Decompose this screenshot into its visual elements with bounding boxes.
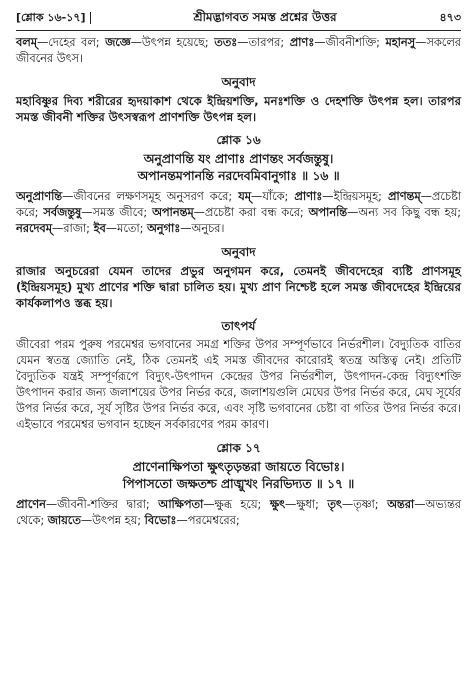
term: প্রাণন্তম্ [388,190,421,203]
meaning: —অনুচর। [180,222,225,235]
purport-heading: তাৎপর্য [221,319,256,333]
verse-line: পিপাসতো জক্ষতশ্চ প্রাঙ্মুখং নিরভিদ্যত ॥ ১৭ ॥ [122,477,355,491]
word-meanings-17 [16,497,461,529]
term: জায়তে [47,514,81,527]
meaning: —জীবনী-শক্তির দ্বারা; [45,498,150,511]
header-title: শ্রীমদ্ভাগবত সমস্ত প্রশ্নের উত্তর [193,10,337,24]
verse-line: প্রাণেনাক্ষিপতা ক্ষুৎতৃড়ন্তরা জায়তে বিভোঃ। [132,460,345,474]
term: মহানসু [385,36,416,49]
term: প্রাণেন [16,498,46,511]
page-number: ৪৭৩ [439,11,461,24]
term: অপানন্তম্ [152,206,194,219]
meaning: —ইন্দ্রিয়সমূহ; [322,190,382,203]
meaning: —পরমেশ্বরের; [176,514,240,527]
meaning: —সমস্ত জীবে; [81,206,148,219]
word-meanings-16 [16,189,461,237]
meaning: —অন্য সব কিছু বন্ধ হয়; [347,206,462,219]
purport-text: জীবেরা পরম পুরুষ পরমেশ্বর ভগবানের সমগ্র শক্তির উপর সম্পূর্ণভাবে নির্ভরশীল। বৈদ্যুতিক বাতির যেমন স্বতন্ত্র জ্যোতি নেই, ঠিক তেমনই এই সমস্ত জীবদের কারোরই স্বতন্ত্র অস্তিত্ব নেই। প্রতিটি বৈদ্যুতিক যন্ত্রই সম্পূর্ণরূপে বিদ্যুৎ-উৎপাদন কেন্দ্রের উপর নির্ভরশীল, উৎপাদন-কেন্দ্র বিদ্যুৎশক্তি উৎপাদন করার জন্য জলাশয়ের উপর নির্ভর করে, জলাশয়গুলি মেঘের উপর নির্ভর করে, মেঘ সূর্যের উপর নির্ভর করে, সূর্য সৃষ্টির উপর নির্ভর করে, এবং সৃষ্টি ভগবানের চেষ্টা বা গতির উপর নির্ভর করে। এইভাবে পরমেশ্বর ভগবান হচ্ছেন সর্বকারণের পরম কারণ। [16,338,461,431]
translation-heading: অনুবাদ [221,245,256,259]
term: ক্ষুৎ [269,498,286,511]
term: অনুপ্রাণন্তি [16,190,63,203]
translation-text: মহাবিষ্ণুর দিব্য শরীরের হৃদয়াকাশ থেকে ইন্দ্রিয়শক্তি, মনঃশক্তি ও দেহশক্তি উৎপন্ন হল। তারপর সমস্ত জীবনী শক্তির উৎসস্বরূপ প্রাণশক্তি উৎপন্ন হল। [16,94,461,124]
term: অনুগাঃ [147,222,181,235]
meaning: —প্রচেষ্টা করে; [16,190,462,219]
meaning: —ক্ষুধা; [285,498,319,511]
term: নরদেবম্ [16,222,52,235]
term: যম্ [238,190,252,203]
meaning: —মতো; [105,222,144,235]
meaning: —উৎপন্ন হয়; [80,514,142,527]
meaning: —উৎপন্ন হয়েছে; [130,36,209,49]
term: বিভোঃ [144,514,177,527]
term: অপানন্তি [308,206,348,219]
meaning: —জীবনের লক্ষণসমূহ অনুসরণ করে; [62,190,233,203]
word-meanings-top [16,35,461,67]
meaning: —তারপর; [237,36,285,49]
header-divider [90,12,91,24]
verse-line: অনুপ্রাণন্তি যং প্রাণাঃ প্রাণন্তং সর্বজন্তুষু। [143,152,334,166]
term: আক্ষিপতা [158,498,204,511]
verse-line: অপানন্তমপানন্তি নরদেবমিবানুগাঃ ॥ ১৬ ॥ [137,169,340,183]
meaning: —দেহের বল; [36,36,100,49]
meaning: —রাজা; [52,222,90,235]
verse-heading: শ্লোক ১৭ [216,441,261,455]
verse-heading: শ্লোক ১৬ [216,133,261,147]
page-header [16,8,461,26]
meaning: —ক্ষুব্ধ হয়ে; [203,498,262,511]
translation-heading: অনুবাদ [221,75,256,89]
header-rule [16,30,461,31]
term: অন্তরা [387,498,415,511]
term: বলম্ [16,36,37,49]
meaning: —সকলের জীবনের উৎস। [16,36,461,65]
term: প্রাণাঃ [294,190,323,203]
meaning: —যাঁকে; [251,190,289,203]
meaning: —তৃষ্ণা; [341,498,379,511]
meaning: —প্রচেষ্টা করা বন্ধ করে; [193,206,304,219]
term: জজ্ঞে [105,36,131,49]
header-verse-range: [শ্লোক ১৬-১৭] [16,11,86,24]
term: ততঃ [214,36,238,49]
term: প্রাণঃ [289,36,315,49]
meaning: —জীবনীশক্তি; [314,36,380,49]
header-left [16,9,91,27]
translation-text: রাজার অনুচরেরা যেমন তাদের প্রভুর অনুগমন করে, তেমনই জীবদেহের ব্যষ্টি প্রাণসমূহ (ইন্দ্রিয়সমূহ) মুখ্য প্রাণের শক্তি দ্বারা চালিত হয়। মুখ্য প্রাণ নিশ্চেষ্ট হলে সমস্ত জীবদেহের ইন্দ্রিয়ের কার্যকলাপও স্তব্ধ হয়। [16,264,461,310]
meaning: —অভ্যন্তর থেকে; [16,498,461,527]
term: তৃৎ [327,498,342,511]
term: ইব [93,222,106,235]
term: সর্বজন্তুষু [43,206,82,219]
